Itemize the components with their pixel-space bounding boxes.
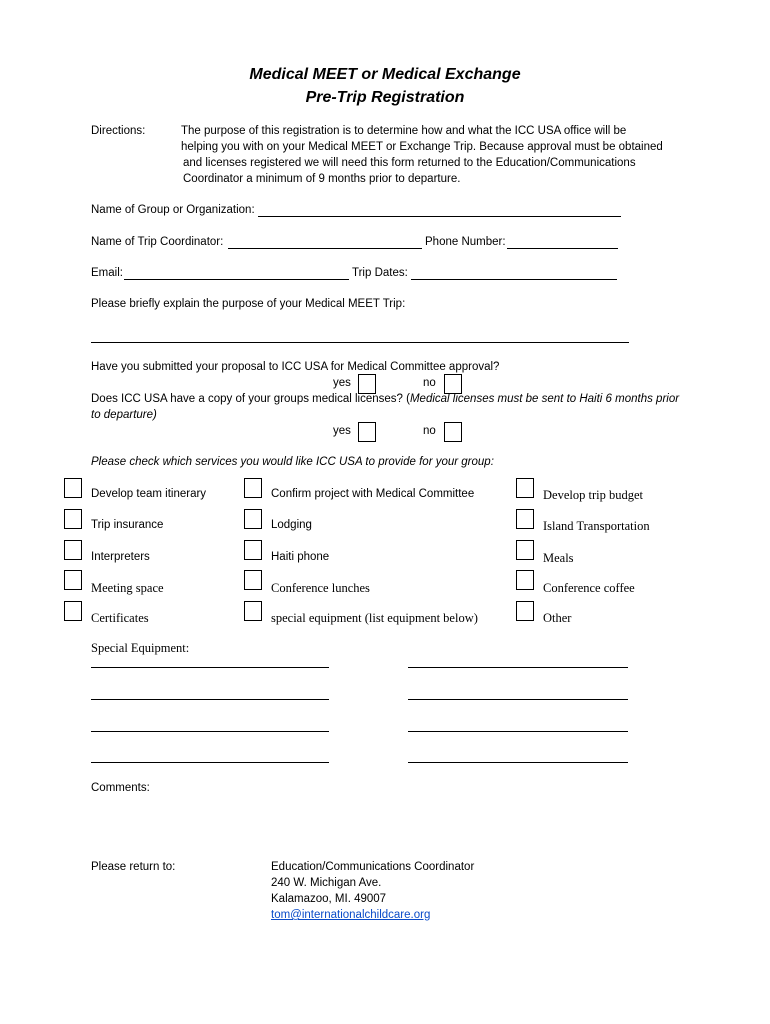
equipment-line[interactable] [408,762,628,763]
service-interpreters-label: Interpreters [91,551,150,563]
service-itinerary-checkbox[interactable] [64,478,82,498]
phone-label: Phone Number: [425,236,506,248]
service-meeting-space-label: Meeting space [91,581,164,595]
phone-field[interactable] [507,248,618,249]
return-city: Kalamazoo, MI. 49007 [271,893,387,905]
special-equipment-label: Special Equipment: [91,641,190,655]
q2-note: Medical licenses must be sent to Haiti 6 months prior [409,393,680,405]
service-special-equipment-label: special equipment (list equipment below) [271,611,478,625]
service-insurance-checkbox[interactable] [64,509,82,529]
question-medical-licenses [91,393,679,405]
directions-line-3: and licenses registered we will need this form returned to the Education/Communications [183,157,636,169]
service-other-label: Other [543,611,572,625]
q2-no-label: no [423,425,436,437]
group-field[interactable] [258,216,621,217]
service-conference-lunches-label: Conference lunches [271,581,370,595]
service-conference-coffee-label: Conference coffee [543,581,635,595]
service-trip-budget-checkbox[interactable] [516,478,534,498]
form-subtitle: Pre-Trip Registration [305,89,465,106]
equipment-line[interactable] [408,731,628,732]
service-lodging-checkbox[interactable] [244,509,262,529]
equipment-line[interactable] [408,667,628,668]
directions-line-2: helping you with on your Medical MEET or Exchange Trip. Because approval must be obtained [181,141,663,153]
directions-line-4: Coordinator a minimum of 9 months prior to departure. [183,173,461,185]
q2-yes-label: yes [333,425,351,437]
return-title: Education/Communications Coordinator [271,861,475,873]
q1-no-label: no [423,377,436,389]
trip-dates-label: Trip Dates: [352,267,408,279]
service-special-equipment-checkbox[interactable] [244,601,262,621]
service-interpreters-checkbox[interactable] [64,540,82,560]
form-title: Medical MEET or Medical Exchange [249,66,521,83]
group-label: Name of Group or Organization: [91,204,255,216]
service-certificates-label: Certificates [91,611,149,625]
service-lodging-label: Lodging [271,519,312,531]
service-meeting-space-checkbox[interactable] [64,570,82,590]
email-label: Email: [91,267,123,279]
return-street: 240 W. Michigan Ave. [271,877,382,889]
q2-no-checkbox[interactable] [444,422,462,442]
service-certificates-checkbox[interactable] [64,601,82,621]
service-trip-budget-label: Develop trip budget [543,488,643,502]
directions-line-1: The purpose of this registration is to determine how and what the ICC USA office will be [181,125,627,137]
q1-yes-checkbox[interactable] [358,374,376,394]
service-conference-lunches-checkbox[interactable] [244,570,262,590]
service-insurance-label: Trip insurance [91,519,164,531]
equipment-line[interactable] [408,699,628,700]
q2-plain-text: Does ICC USA have a copy of your groups medical licenses? ( [91,393,410,405]
equipment-line[interactable] [91,699,329,700]
service-itinerary-label: Develop team itinerary [91,488,207,500]
q2-note-continued: to departure) [91,409,157,421]
return-label: Please return to: [91,861,176,873]
service-confirm-project-label: Confirm project with Medical Committee [271,488,475,500]
q2-yes-checkbox[interactable] [358,422,376,442]
service-conference-coffee-checkbox[interactable] [516,570,534,590]
purpose-label: Please briefly explain the purpose of your Medical MEET Trip: [91,298,406,310]
return-email-link[interactable]: tom@internationalchildcare.org [271,909,431,921]
equipment-line[interactable] [91,667,329,668]
service-other-checkbox[interactable] [516,601,534,621]
service-island-transportation-label: Island Transportation [543,519,650,533]
coordinator-field[interactable] [228,248,422,249]
service-confirm-project-checkbox[interactable] [244,478,262,498]
email-field[interactable] [124,279,349,280]
service-haiti-phone-label: Haiti phone [271,551,330,563]
service-island-transportation-checkbox[interactable] [516,509,534,529]
purpose-field[interactable] [91,342,629,343]
trip-dates-field[interactable] [411,279,617,280]
directions-label: Directions: [91,125,146,137]
comments-label: Comments: [91,782,150,794]
q1-no-checkbox[interactable] [444,374,462,394]
q1-yes-label: yes [333,377,351,389]
services-intro: Please check which services you would like ICC USA to provide for your group: [91,456,494,468]
equipment-line[interactable] [91,762,329,763]
coordinator-label: Name of Trip Coordinator: [91,236,224,248]
question-committee-approval: Have you submitted your proposal to ICC USA for Medical Committee approval? [91,361,500,373]
equipment-line[interactable] [91,731,329,732]
service-haiti-phone-checkbox[interactable] [244,540,262,560]
service-meals-label: Meals [543,551,574,565]
service-meals-checkbox[interactable] [516,540,534,560]
